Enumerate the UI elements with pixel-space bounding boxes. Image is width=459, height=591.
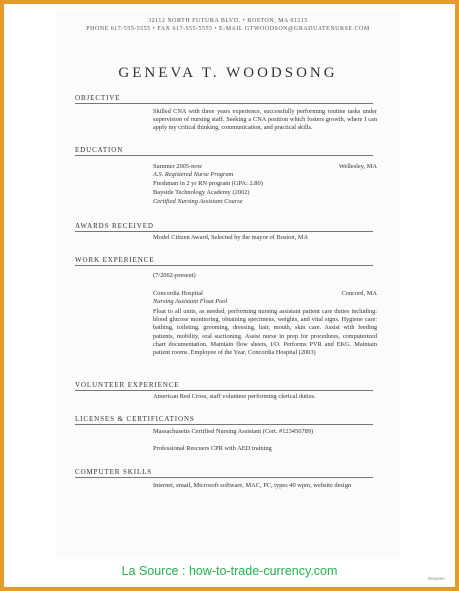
work-heading: WORK EXPERIENCE <box>75 256 155 264</box>
section-divider <box>75 390 373 391</box>
skills-heading: COMPUTER SKILLS <box>75 468 153 476</box>
license-item: Massachusetts Certified Nursing Assistant (Cert. #123456789) <box>153 428 314 435</box>
awards-heading: AWARDS RECEIVED <box>75 222 154 230</box>
address-line: 32112 NORTH FUTURA BLVD. • BOSTON, MA 01215 <box>148 18 308 24</box>
contact-line: PHONE 617-555-5555 • FAX 617-555-5555 • E-MAIL GTWOODSON@GRADUATENURSE.COM <box>86 26 370 32</box>
education-program: A.S. Registered Nurse Program <box>153 171 234 178</box>
education-status: Freshman in 2 yr RN program (GPA: 2.80) <box>153 180 263 187</box>
education-dates: Summer 2005-now <box>153 163 203 170</box>
work-employer: Concordia Hospital <box>153 290 203 297</box>
education-course: Certified Nursing Assistant Course <box>153 198 243 205</box>
section-divider <box>75 265 373 266</box>
resume-tag: Resume <box>428 576 445 581</box>
section-divider <box>75 231 373 232</box>
section-divider <box>75 103 373 104</box>
volunteer-heading: VOLUNTEER EXPERIENCE <box>75 381 180 389</box>
section-divider <box>75 477 373 478</box>
source-watermark: La Source : how-to-trade-currency.com <box>121 564 338 578</box>
section-divider <box>75 424 373 425</box>
objective-heading: OBJECTIVE <box>75 94 121 102</box>
work-description: Float to all units, as needed, performing nursing assistant patient care duties including: blood glucose monitoring, obtaining specimens, weights, and vital signs. Hygiene care: bathing, toileting, grooming, dressing, hair, mouth, skin care. Assist with feeding patients, mobility, oral suctioning. Assist nurse in prep for procedures, computerized chart documentation. Maintain flow sheets, I/O. Performs PVR and EKG. Maintain patient rooms. Employee of the Year, Concordia Hospital (2003) <box>153 308 377 357</box>
license-item: Professional Rescuers CPR with AED training <box>153 445 272 452</box>
work-title: Nursing Assistant Float Pool <box>153 298 228 305</box>
education-location: Wellesley, MA <box>338 163 377 170</box>
work-dates: (7/2002-present) <box>153 272 196 279</box>
education-heading: EDUCATION <box>75 146 124 154</box>
skills-text: Internet, email, Microsoft software, MAC, PC, types 40 wpm, website design <box>153 482 352 489</box>
licenses-heading: LICENSES & CERTIFICATIONS <box>75 415 195 423</box>
education-academy: Bayside Technology Academy (2002) <box>153 189 250 196</box>
volunteer-text: American Red Cross, staff volunteer performing clerical duties. <box>153 393 316 400</box>
resume-page <box>56 10 400 558</box>
section-divider <box>75 155 373 156</box>
awards-text: Model Citizen Award, Selected by the mayor of Boston, MA <box>153 234 309 241</box>
work-location: Concord, MA <box>341 290 377 297</box>
objective-text: Skilled CNA with three years experience, successfully performing routine tasks under supervision of nursing staff. Seeking a CNA position which fosters growth, where I can apply my critical thinking, communication, and practical skills. <box>153 108 377 132</box>
resume-name: GENEVA T. WOODSONG <box>118 65 338 81</box>
